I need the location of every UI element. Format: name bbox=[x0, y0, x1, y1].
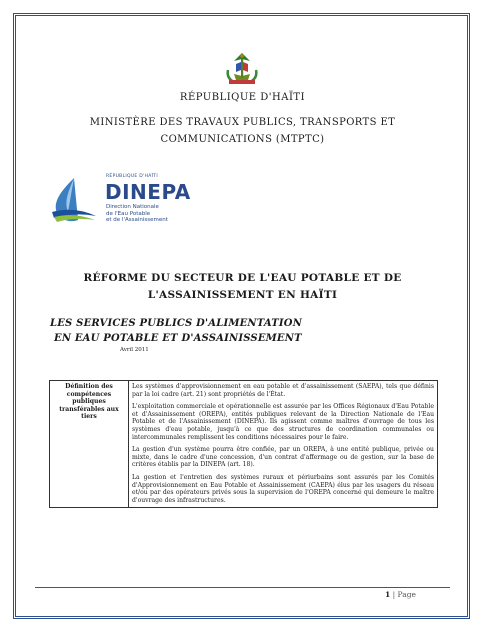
logo-desc-line-1: Direction Nationale bbox=[106, 204, 159, 210]
ministry-heading bbox=[60, 114, 425, 148]
table-row bbox=[50, 381, 438, 508]
subtitle-line-1: LES SERVICES PUBLICS D'ALIMENTATION bbox=[50, 318, 303, 329]
row-content bbox=[129, 381, 438, 508]
logo-republic-text: RÉPUBLIQUE D'HAÏTI bbox=[106, 174, 158, 179]
haiti-coat-of-arms-icon bbox=[222, 50, 262, 86]
definition-table bbox=[49, 380, 438, 508]
page-word: Page bbox=[397, 590, 416, 599]
ministry-line-1: MINISTÈRE DES TRAVAUX PUBLICS, TRANSPORTS ET bbox=[89, 117, 396, 128]
paragraph-4: La gestion et l'entretien des systèmes ruraux et périurbains sont assurés par les Comités d'Approvisionnement en Eau Potable et Assainissement (CAEPA) élus par les usagers du réseau et/ou par des opérateurs privés sous la supervision de l'OREPA concerné qui demeure le maître d'ouvrage des infrastructures. bbox=[132, 473, 434, 504]
water-drop-logo-icon bbox=[48, 176, 98, 224]
logo-description bbox=[106, 204, 168, 224]
document-date: Avril 2011 bbox=[120, 347, 149, 353]
page-footer bbox=[385, 590, 416, 599]
paragraph-3: La gestion d'un système pourra être confiée, par un OREPA, à une entité publique, privée ou mixte, dans le cadre d'une concession, d'un contrat d'affermage ou de gestion, sur la base de critères établis par la DINEPA (art. 18). bbox=[132, 446, 434, 469]
footer-separator: | bbox=[390, 590, 398, 599]
dinepa-logo bbox=[48, 170, 208, 230]
row-label: Définition des compétences publiques transférables aux tiers bbox=[50, 381, 129, 508]
logo-name: DINEPA bbox=[105, 180, 191, 204]
logo-desc-line-2: de l'Eau Potable bbox=[106, 210, 151, 217]
footer-divider bbox=[35, 587, 450, 588]
page-number: 1 bbox=[385, 590, 391, 599]
title-line-1: RÉFORME DU SECTEUR DE L'EAU POTABLE ET DE bbox=[83, 272, 402, 284]
document-subtitle bbox=[50, 316, 302, 346]
subtitle-line-2: EN EAU POTABLE ET D'ASSAINISSEMENT bbox=[54, 333, 302, 344]
paragraph-1: Les systèmes d'approvisionnement en eau potable et d'assainissement (SAEPA), tels que définis par la loi cadre (art. 21) sont propriétés de l'État. bbox=[132, 383, 434, 398]
logo-desc-line-3: et de l'Assainissement bbox=[106, 217, 168, 223]
ministry-line-2: COMMUNICATIONS (MTPTC) bbox=[160, 134, 325, 145]
title-line-2: L'ASSAINISSEMENT EN HAÏTI bbox=[147, 289, 338, 301]
republic-heading: RÉPUBLIQUE D'HAÏTI bbox=[179, 92, 306, 103]
document-title bbox=[60, 270, 425, 304]
paragraph-2: L'exploitation commerciale et opérationnelle est assurée par les Offices Régionaux d'Eau Potable et d'Assainissement (OREPA), entités publiques relevant de la Direction Nationale de l'Eau Potable et de l'Assainissement (DINEPA). Ils agissent comme maîtres d'ouvrage de tous les systèmes d'eau potable, jusqu'à ce que des structures de coordination communales ou intercommunales remplissent les conditions nécessaires pour le faire. bbox=[132, 403, 434, 441]
